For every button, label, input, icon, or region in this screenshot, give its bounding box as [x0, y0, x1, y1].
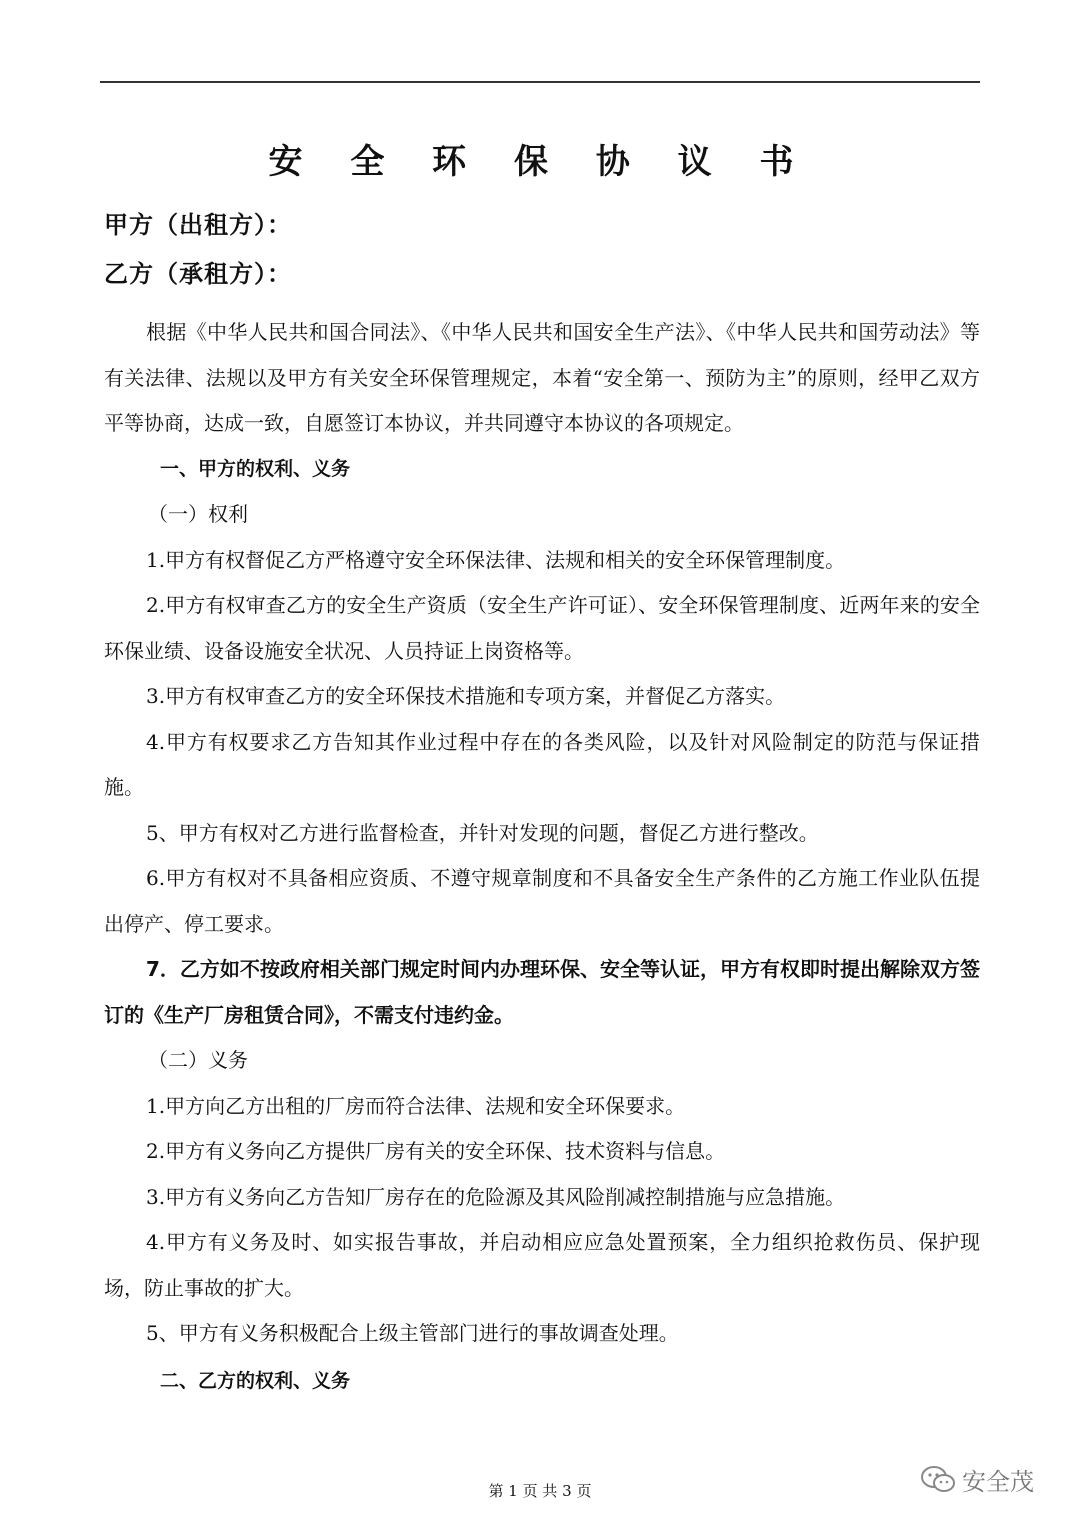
page-footer: 第 1 页 共 3 页 — [488, 1482, 592, 1500]
subsection-heading: （二）义务 — [148, 1048, 248, 1072]
paragraph: 6.甲方有权对不具备相应资质、不遵守规章制度和不具备安全生产条件的乙方施工作业队伍提出停产、停工要求。 — [104, 866, 980, 936]
paragraph: 5、甲方有权对乙方进行监督检查，并针对发现的问题，督促乙方进行整改。 — [146, 820, 819, 845]
paragraph: 4.甲方有权要求乙方告知其作业过程中存在的各类风险，以及针对风险制定的防范与保证措施。 — [104, 729, 980, 799]
paragraph: 1.甲方向乙方出租的厂房而符合法律、法规和安全环保要求。 — [146, 1093, 686, 1118]
paragraph: 根据《中华人民共和国合同法》、《中华人民共和国安全生产法》、《中华人民共和国劳动法》等有关法律、法规以及甲方有关安全环保管理规定，本着“安全第一、预防为主”的原则，经甲乙双方平等协商，达成一致，自愿签订本协议，并共同遵守本协议的各项规定。 — [104, 320, 980, 435]
paragraph: 3.甲方有义务向乙方告知厂房存在的危险源及其风险削减控制措施与应急措施。 — [146, 1184, 846, 1209]
paragraph: 2.甲方有权审查乙方的安全生产资质（安全生产许可证）、安全环保管理制度、近两年来的安全环保业绩、设备设施安全状况、人员持证上岗资格等。 — [104, 593, 980, 663]
paragraph: 4.甲方有义务及时、如实报告事故，并启动相应应急处置预案，全力组织抢救伤员、保护现场，防止事故的扩大。 — [104, 1230, 980, 1300]
paragraph: 7．乙方如不按政府相关部门规定时间内办理环保、安全等认证，甲方有权即时提出解除双方签订的《生产厂房租赁合同》，不需支付违约金。 — [104, 957, 980, 1027]
header-rule — [100, 81, 980, 83]
document-title: 安 全 环 保 协 议 书 — [268, 142, 812, 182]
watermark-text: 安全茂 — [962, 1468, 1034, 1496]
section-heading: 二、乙方的权利、义务 — [160, 1369, 351, 1392]
party-a-label: 甲方（出租方）： — [104, 211, 292, 239]
wechat-icon — [920, 1465, 956, 1495]
paragraph: 3.甲方有权审查乙方的安全环保技术措施和专项方案，并督促乙方落实。 — [146, 684, 786, 708]
document-body — [104, 310, 980, 1404]
paragraph: 2.甲方有义务向乙方提供厂房有关的安全环保、技术资料与信息。 — [146, 1139, 726, 1163]
paragraph: 1.甲方有权督促乙方严格遵守安全环保法律、法规和相关的安全环保管理制度。 — [146, 547, 846, 572]
section-heading: 一、甲方的权利、义务 — [160, 457, 351, 480]
party-b-label: 乙方（承租方）： — [104, 260, 292, 288]
paragraph: 5、甲方有义务积极配合上级主管部门进行的事故调查处理。 — [146, 1321, 679, 1345]
watermark — [920, 1462, 1034, 1497]
subsection-heading: （一）权利 — [148, 502, 248, 526]
